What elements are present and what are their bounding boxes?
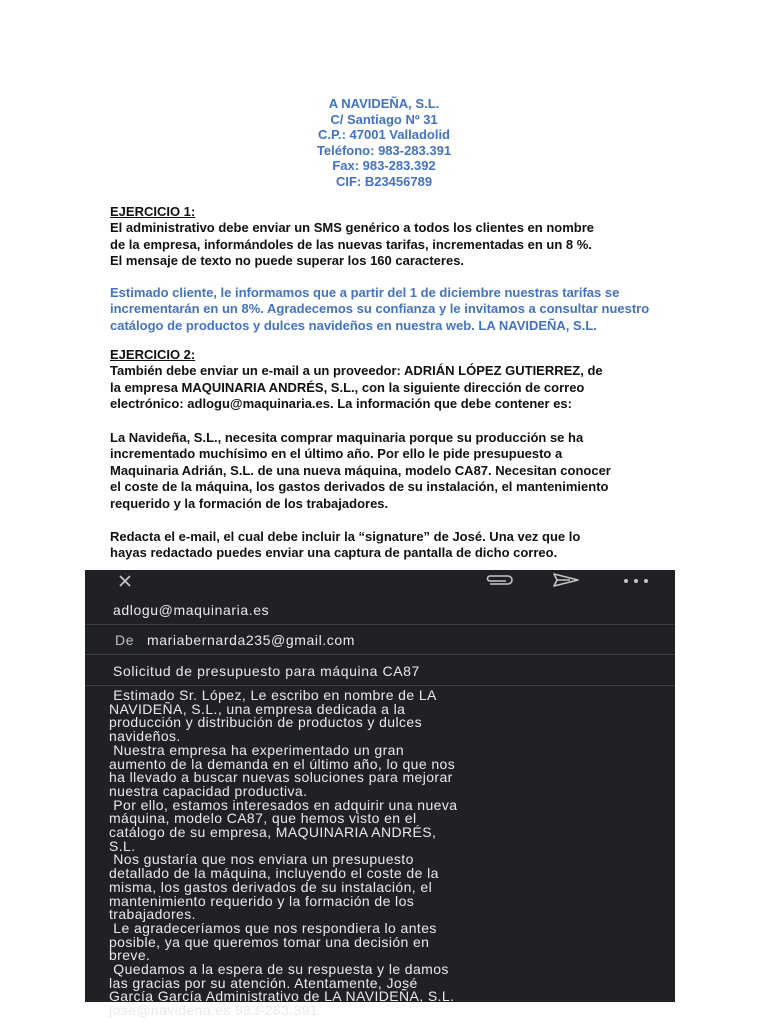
email-body-line: posible, ya que queremos tomar una decisión en — [109, 933, 430, 950]
exercise-2-line: También debe enviar un e-mail a un proveedor: ADRIÁN LÓPEZ GUTIERREZ, de — [110, 363, 603, 379]
message-line: el coste de la máquina, los gastos derivados de su instalación, el mantenimiento — [110, 479, 609, 495]
company-address: C/ Santiago Nº 31 — [330, 111, 438, 127]
exercise-2-line: electrónico: adlogu@maquinaria.es. La información que debe contener es: — [110, 396, 572, 412]
from-label: De — [115, 632, 135, 648]
exercise-1-line: El mensaje de texto no puede superar los 160 caracteres. — [110, 253, 465, 269]
from-field[interactable] — [85, 625, 675, 655]
compose-toolbar — [85, 570, 675, 592]
email-body-line: jose@navidena.es 983-283.391 — [109, 1002, 319, 1019]
subject-field[interactable] — [85, 655, 675, 686]
email-body-line: Nos gustaría que nos enviara un presupuesto — [109, 851, 414, 868]
required-message — [110, 430, 658, 512]
exercise-2-line: la empresa MAQUINARIA ANDRÉS, S.L., con la siguiente dirección de correo — [110, 379, 585, 395]
exercise-1-line: El administrativo debe enviar un SMS genérico a todos los clientes en nombre — [110, 220, 595, 236]
email-body-line: García García Administrativo de LA NAVIDEÑA, S.L. — [109, 988, 455, 1005]
send-icon[interactable] — [552, 570, 580, 592]
email-body-line: navideños. — [109, 728, 181, 745]
exercise-1 — [110, 204, 658, 270]
instructions-line: hayas redactado puedes enviar una captura de pantalla de dicho correo. — [110, 545, 558, 561]
email-body-line: S.L. — [109, 837, 136, 854]
email-body-line: Estimado Sr. López, Le escribo en nombre de LA — [109, 687, 437, 703]
email-body-line: ha llevado a buscar nuevas soluciones para mejorar — [109, 769, 453, 786]
sms-line: catálogo de productos y dulces navideños en nuestra web. LA NAVIDEÑA, S.L. — [110, 317, 597, 333]
email-body-line: Le agradeceríamos que nos respondiera lo antes — [109, 919, 437, 936]
exercise-1-title: EJERCICIO 1: — [110, 204, 196, 219]
company-cif: CIF: B23456789 — [335, 173, 433, 189]
to-address: adlogu@maquinaria.es — [113, 602, 270, 618]
from-address: mariabernarda235@gmail.com — [147, 632, 356, 648]
close-icon[interactable] — [117, 570, 133, 592]
attach-icon[interactable] — [484, 570, 516, 592]
sms-answer — [110, 285, 710, 334]
message-line: Maquinaria Adrián, S.L. de una nueva máquina, modelo CA87. Necesitan conocer — [110, 462, 611, 478]
email-body-line: nuestra capacidad productiva. — [109, 782, 308, 799]
email-body-line: detallado de la máquina, incluyendo el coste de la — [109, 865, 439, 882]
email-screenshot — [85, 570, 675, 1019]
email-body-line: Quedamos a la espera de su respuesta y le damos — [109, 961, 449, 978]
email-body-line: producción y distribución de productos y dulces — [109, 714, 422, 731]
to-field[interactable] — [85, 596, 675, 625]
sms-line: incrementarán en un 8%. Agradecemos su confianza y le invitamos a consultar nuestro — [110, 301, 650, 317]
company-fax: Fax: 983-283.392 — [332, 158, 436, 174]
message-line: incrementado muchísimo en el último año. Por ello le pide presupuesto a — [110, 446, 563, 462]
sms-line: Estimado cliente, le informamos que a partir del 1 de diciembre nuestras tarifas se — [110, 285, 620, 300]
email-body-line: trabajadores. — [109, 906, 196, 923]
email-body-line: catálogo de su empresa, MAQUINARIA ANDRÉS, — [109, 824, 437, 841]
email-body-line: mantenimiento requerido y la formación de los — [109, 892, 415, 909]
exercise-2 — [110, 347, 658, 413]
more-icon[interactable] — [623, 570, 649, 592]
email-body[interactable] — [109, 689, 669, 1018]
email-body-line: máquina, modelo CA87, que hemos visto en el — [109, 810, 417, 827]
company-letterhead — [0, 96, 768, 190]
email-body-line: Por ello, estamos interesados en adquirir una nueva — [109, 796, 458, 813]
instructions-line: Redacta el e-mail, el cual debe incluir la “signature” de José. Una vez que lo — [110, 529, 581, 544]
email-body-line: breve. — [109, 947, 151, 964]
company-postal-code: C.P.: 47001 Valladolid — [318, 127, 450, 143]
message-line: La Navideña, S.L., necesita comprar maquinaria porque su producción se ha — [110, 430, 584, 445]
email-body-line: las gracias por su atención. Atentamente, José — [109, 974, 418, 991]
email-body-line: misma, los gastos derivados de su instalación, el — [109, 878, 433, 895]
email-body-line: NAVIDEÑA, S.L., una empresa dedicada a la — [109, 700, 406, 717]
exercise-2-title: EJERCICIO 2: — [110, 347, 196, 362]
company-phone: Teléfono: 983-283.391 — [316, 142, 452, 158]
exercise-1-line: de la empresa, informándoles de las nuevas tarifas, incrementadas en un 8 %. — [110, 236, 592, 252]
subject-text: Solicitud de presupuesto para máquina CA87 — [113, 663, 420, 679]
instructions — [110, 529, 658, 562]
company-name: A NAVIDEÑA, S.L. — [328, 96, 440, 111]
email-body-line: aumento de la demanda en el último año, lo que nos — [109, 755, 456, 772]
email-body-line: Nuestra empresa ha experimentado un gran — [109, 741, 405, 758]
message-line: requerido y la formación de los trabajadores. — [110, 495, 389, 511]
